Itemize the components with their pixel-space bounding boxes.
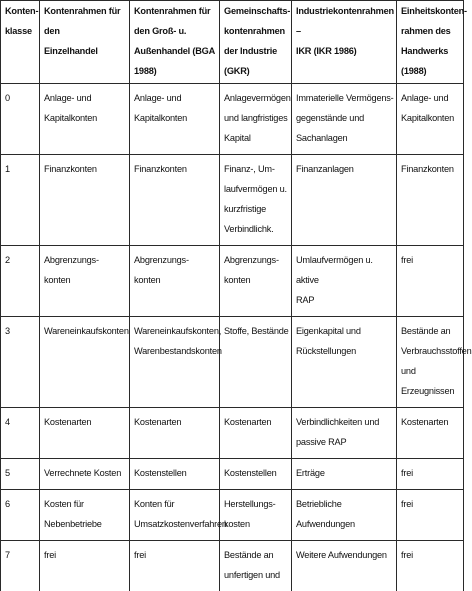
table-cell: 0 [1, 84, 40, 155]
table-cell: 6 [1, 490, 40, 541]
table-cell: Konten für Umsatzkostenverfahren [130, 490, 220, 541]
table-row [1, 408, 464, 459]
table-cell: Erträge [292, 459, 397, 490]
table-cell: Kostenarten [40, 408, 130, 459]
table-cell: 3 [1, 317, 40, 408]
table-row [1, 459, 464, 490]
table-cell: Kostenstellen [130, 459, 220, 490]
table-cell: Abgrenzungs- konten [130, 246, 220, 317]
table-cell: Kostenarten [397, 408, 464, 459]
table-cell: Finanzanlagen [292, 155, 397, 246]
table-row [1, 155, 464, 246]
table-cell: Finanzkonten [40, 155, 130, 246]
table-cell: Kostenstellen [220, 459, 292, 490]
header-ikr: Industriekontenrahmen – IKR (IKR 1986) [292, 1, 397, 84]
table-cell: Finanz-, Um- laufvermögen u. kurzfristige Verbindlichk. [220, 155, 292, 246]
table-cell: Anlage- und Kapitalkonten [40, 84, 130, 155]
table-cell: frei [397, 459, 464, 490]
table-cell: Immaterielle Vermögens- gegenstände und Sachanlagen [292, 84, 397, 155]
header-einzelhandel: Kontenrahmen für den Einzelhandel [40, 1, 130, 84]
table-cell: Weitere Aufwendungen [292, 541, 397, 591]
table-cell: Herstellungs- kosten [220, 490, 292, 541]
table-cell: Kostenarten [220, 408, 292, 459]
table-row [1, 317, 464, 408]
table-cell: Anlage- und Kapitalkonten [397, 84, 464, 155]
table-cell: Umlaufvermögen u. aktive RAP [292, 246, 397, 317]
table-cell: Anlagevermögen und langfristiges Kapital [220, 84, 292, 155]
table-cell: Wareneinkaufskonten [40, 317, 130, 408]
header-gross-aussenhandel: Kontenrahmen für den Groß- u. Außenhandel (BGA 1988) [130, 1, 220, 84]
header-gkr: Gemeinschafts- kontenrahmen der Industrie (GKR) [220, 1, 292, 84]
table-row [1, 541, 464, 591]
table-cell: Verrechnete Kosten [40, 459, 130, 490]
table-cell: 4 [1, 408, 40, 459]
table-row [1, 246, 464, 317]
header-handwerk: Einheitskonten- rahmen des Handwerks (1988) [397, 1, 464, 84]
table-cell: Verbindlichkeiten und passive RAP [292, 408, 397, 459]
table-cell: 2 [1, 246, 40, 317]
table-cell: frei [130, 541, 220, 591]
table-cell: Abgrenzungs- konten [40, 246, 130, 317]
table-cell: Abgrenzungs- konten [220, 246, 292, 317]
table-header-row [1, 1, 464, 84]
table-cell: frei [397, 541, 464, 591]
table-cell: frei [397, 490, 464, 541]
table-cell: Betriebliche Aufwendungen [292, 490, 397, 541]
table-cell: Wareneinkaufskonten, Warenbestandskonten [130, 317, 220, 408]
table-cell: Stoffe, Bestände [220, 317, 292, 408]
header-kontenklasse: Konten- klasse [1, 1, 40, 84]
table-cell: 5 [1, 459, 40, 490]
table-cell: Kosten für Nebenbetriebe [40, 490, 130, 541]
table-cell: Anlage- und Kapitalkonten [130, 84, 220, 155]
table-cell: Finanzkonten [130, 155, 220, 246]
table-row [1, 490, 464, 541]
table-cell: 1 [1, 155, 40, 246]
table-cell: Eigenkapital und Rückstellungen [292, 317, 397, 408]
table-cell: Kostenarten [130, 408, 220, 459]
table-cell: frei [397, 246, 464, 317]
table-cell: frei [40, 541, 130, 591]
table-cell: 7 [1, 541, 40, 591]
table-cell: Bestände an Verbrauchsstoffen und Erzeugnissen [397, 317, 464, 408]
table-row [1, 84, 464, 155]
table-cell: Finanzkonten [397, 155, 464, 246]
table-cell: Bestände an unfertigen und [220, 541, 292, 591]
